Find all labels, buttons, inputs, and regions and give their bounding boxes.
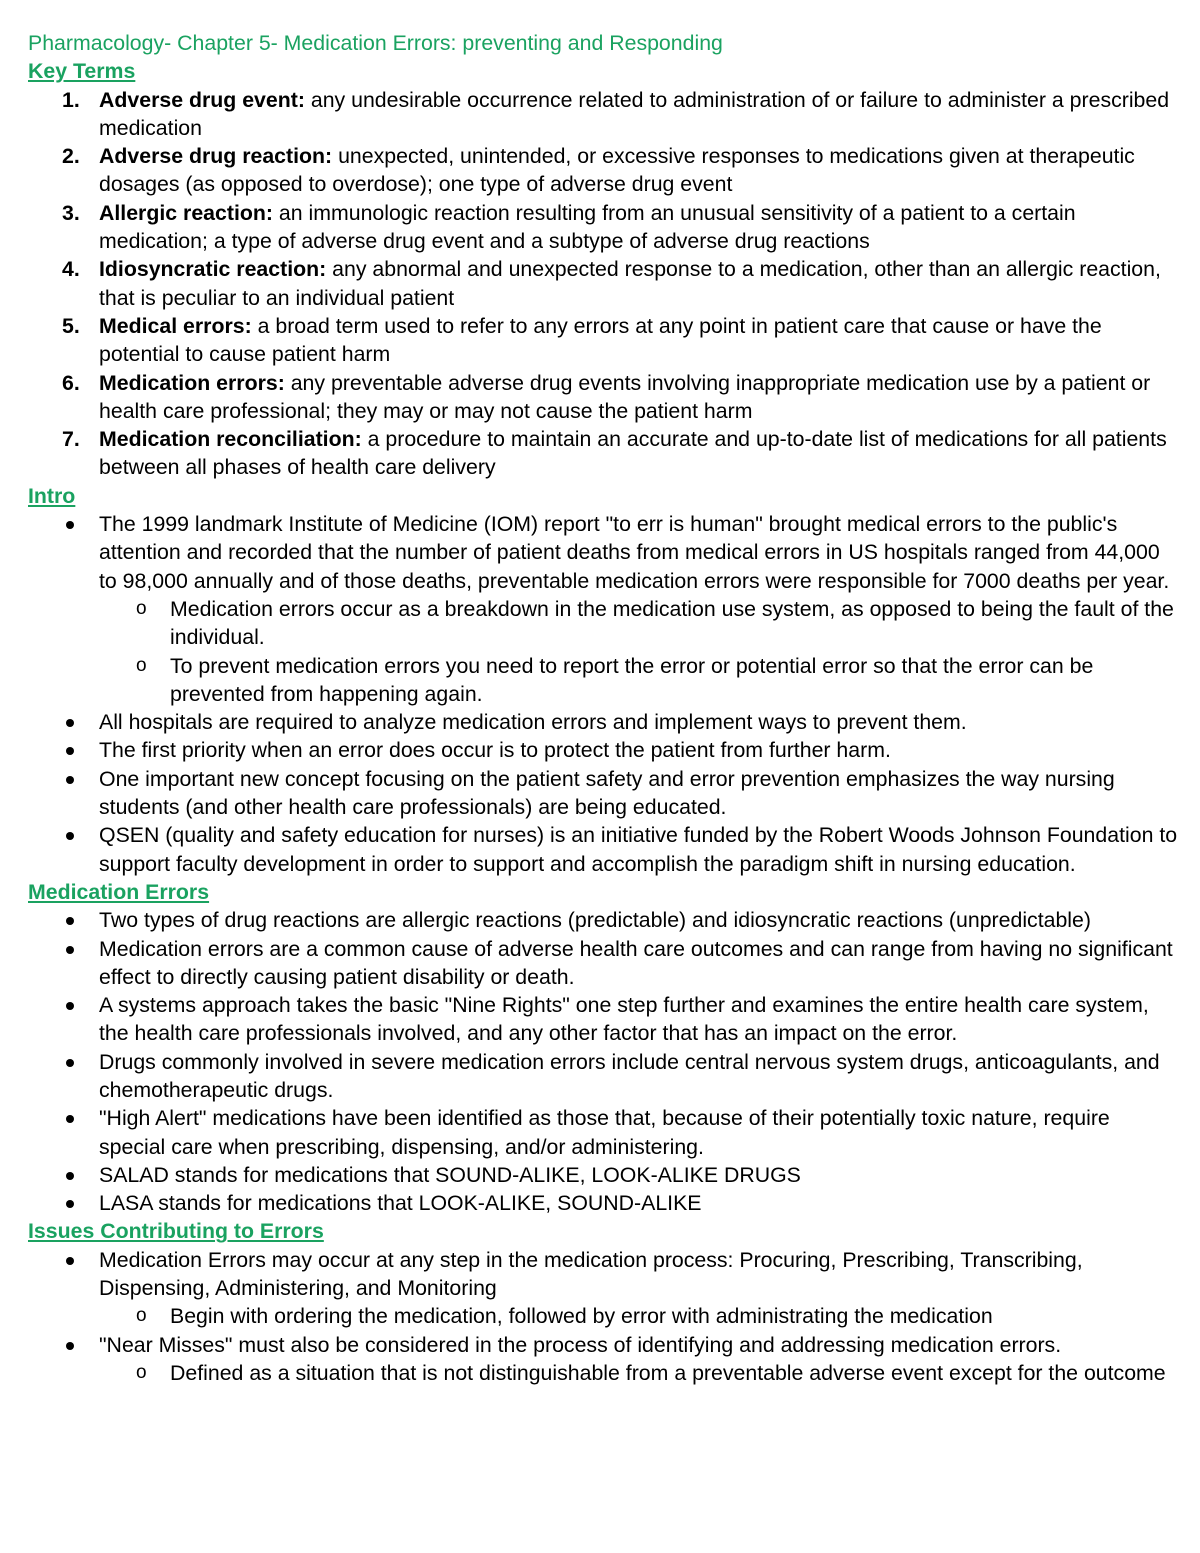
list-item-text: One important new concept focusing on the patient safety and error prevention emphasizes the way nursing students (and other health care professionals) are being educated. bbox=[99, 766, 1115, 820]
list-item bbox=[28, 1104, 1178, 1161]
circle-bullet-icon: o bbox=[136, 597, 147, 619]
term-name: Medication reconciliation: bbox=[99, 427, 362, 452]
list-item-text: LASA stands for medications that LOOK-ALIKE, SOUND-ALIKE bbox=[99, 1191, 702, 1216]
list-item bbox=[28, 935, 1178, 992]
list-item-text: The first priority when an error does occur is to protect the patient from further harm. bbox=[99, 738, 891, 763]
term-name: Medication errors: bbox=[99, 370, 285, 395]
bullet-icon bbox=[66, 917, 74, 925]
list-item bbox=[28, 1161, 1178, 1189]
issues-heading: Issues Contributing to Errors bbox=[28, 1219, 324, 1244]
sub-list-item-text: Medication errors occur as a breakdown in the medication use system, as opposed to being the fault of the individual. bbox=[170, 596, 1174, 650]
item-number: 7. bbox=[62, 427, 80, 452]
list-item bbox=[28, 425, 1178, 482]
list-item-text: A systems approach takes the basic "Nine Rights" one step further and examines the entire health care system, the health care professionals involved, and any other factor that has an impact on the error. bbox=[99, 993, 1149, 1046]
sub-list-item-text: Begin with ordering the medication, followed by error with administrating the medication bbox=[170, 1304, 993, 1329]
list-item bbox=[28, 1246, 1178, 1331]
list-item-text: Medication Errors may occur at any step in the medication process: Procuring, Prescribing, Transcribing, Dispensing, Administering, and Monitoring bbox=[99, 1247, 1083, 1301]
list-item-text: QSEN (quality and safety education for nurses) is an initiative funded by the Robert Woods Johnson Foundation to support faculty development in order to support and accomplish the paradigm shift in nursing education. bbox=[99, 823, 1178, 876]
medication-errors-heading: Medication Errors bbox=[28, 879, 210, 904]
sub-list-item bbox=[99, 1359, 1178, 1387]
sub-list bbox=[99, 1302, 1178, 1330]
bullet-icon bbox=[66, 719, 74, 727]
list-item bbox=[28, 255, 1178, 312]
item-number: 5. bbox=[62, 313, 80, 338]
list-item bbox=[28, 312, 1178, 369]
bullet-icon bbox=[66, 1115, 74, 1123]
list-item-text: SALAD stands for medications that SOUND-ALIKE, LOOK-ALIKE DRUGS bbox=[99, 1162, 801, 1187]
sub-list-item bbox=[99, 652, 1178, 709]
bullet-icon bbox=[66, 1059, 74, 1067]
list-item bbox=[28, 86, 1178, 143]
term-definition: a procedure to maintain an accurate and up-to-date list of medications for all patients between all phases of health care delivery bbox=[99, 427, 1167, 480]
sub-list-item-text: Defined as a situation that is not distinguishable from a preventable adverse event except for the outcome bbox=[170, 1360, 1166, 1385]
term-definition: any undesirable occurrence related to administration of or failure to administer a prescribed medication bbox=[99, 87, 1170, 140]
circle-bullet-icon: o bbox=[136, 1361, 147, 1383]
item-number: 2. bbox=[62, 144, 80, 169]
term-definition: an immunologic reaction resulting from an unusual sensitivity of a patient to a certain medication; a type of adverse drug event and a subtype of adverse drug reactions bbox=[99, 200, 1076, 254]
list-item bbox=[28, 1331, 1178, 1388]
list-item-text: All hospitals are required to analyze medication errors and implement ways to prevent them. bbox=[99, 710, 967, 735]
list-item bbox=[28, 708, 1178, 736]
item-number: 3. bbox=[62, 200, 80, 225]
term-definition: a broad term used to refer to any errors at any point in patient care that cause or have the potential to cause patient harm bbox=[99, 313, 1102, 367]
term-name: Adverse drug reaction: bbox=[99, 144, 333, 169]
list-item bbox=[28, 1189, 1178, 1217]
item-number: 6. bbox=[62, 370, 80, 395]
bullet-icon bbox=[66, 776, 74, 784]
term-definition: unexpected, unintended, or excessive responses to medications given at therapeutic dosages (as opposed to overdose); one type of adverse drug event bbox=[99, 144, 1135, 197]
list-item bbox=[28, 821, 1178, 878]
sub-list-item bbox=[99, 1302, 1178, 1330]
list-item bbox=[28, 906, 1178, 934]
key-terms-heading: Key Terms bbox=[28, 59, 136, 84]
list-item-text: "High Alert" medications have been identified as those that, because of their potentially toxic nature, require special care when prescribing, dispensing, and/or administering. bbox=[99, 1106, 1110, 1159]
item-number: 1. bbox=[62, 87, 80, 112]
list-item bbox=[28, 142, 1178, 199]
term-name: Adverse drug event: bbox=[99, 87, 305, 112]
list-item-text: Two types of drug reactions are allergic reactions (predictable) and idiosyncratic reactions (unpredictable) bbox=[99, 908, 1091, 933]
list-item bbox=[28, 369, 1178, 426]
term-definition: any abnormal and unexpected response to a medication, other than an allergic reaction, that is peculiar to an individual patient bbox=[99, 257, 1161, 310]
list-item bbox=[28, 765, 1178, 822]
list-item bbox=[28, 510, 1178, 708]
list-item bbox=[28, 199, 1178, 256]
bullet-icon bbox=[66, 832, 74, 840]
bullet-icon bbox=[66, 1172, 74, 1180]
term-name: Medical errors: bbox=[99, 313, 252, 338]
circle-bullet-icon: o bbox=[136, 654, 147, 676]
item-number: 4. bbox=[62, 257, 80, 282]
term-name: Idiosyncratic reaction: bbox=[99, 257, 327, 282]
bullet-icon bbox=[66, 946, 74, 954]
term-name: Allergic reaction: bbox=[99, 200, 273, 225]
key-terms-list bbox=[28, 86, 1178, 482]
list-item-text: "Near Misses" must also be considered in the process of identifying and addressing medication errors. bbox=[99, 1332, 1062, 1357]
list-item-text: Medication errors are a common cause of adverse health care outcomes and can range from having no significant effect to directly causing patient disability or death. bbox=[99, 936, 1173, 989]
bullet-icon bbox=[66, 1002, 74, 1010]
list-item bbox=[28, 1048, 1178, 1105]
term-definition: any preventable adverse drug events involving inappropriate medication use by a patient or health care professional; they may or may not cause the patient harm bbox=[99, 370, 1151, 423]
list-item-text: The 1999 landmark Institute of Medicine (IOM) report "to err is human" brought medical errors to the public's attention and recorded that the number of patient deaths from medical errors in US hospitals ranged from 44,000 to 98,000 annually and of those deaths, preventable medication errors were responsible for 7000 deaths per year. bbox=[99, 512, 1170, 593]
list-item bbox=[28, 736, 1178, 764]
medication-errors-list bbox=[28, 906, 1178, 1217]
intro-list bbox=[28, 510, 1178, 878]
document-page bbox=[28, 29, 1178, 1387]
bullet-icon bbox=[66, 521, 74, 529]
intro-heading: Intro bbox=[28, 483, 76, 508]
sub-list bbox=[99, 1359, 1178, 1387]
sub-list-item bbox=[99, 595, 1178, 652]
document-title: Pharmacology- Chapter 5- Medication Errors: preventing and Responding bbox=[28, 31, 723, 55]
bullet-icon bbox=[66, 747, 74, 755]
bullet-icon bbox=[66, 1200, 74, 1208]
sub-list bbox=[99, 595, 1178, 708]
sub-list-item-text: To prevent medication errors you need to report the error or potential error so that the error can be prevented from happening again. bbox=[170, 653, 1094, 706]
issues-list bbox=[28, 1246, 1178, 1387]
circle-bullet-icon: o bbox=[136, 1305, 147, 1327]
list-item bbox=[28, 991, 1178, 1048]
list-item-text: Drugs commonly involved in severe medication errors include central nervous system drugs, anticoagulants, and chemotherapeutic drugs. bbox=[99, 1049, 1160, 1102]
bullet-icon bbox=[66, 1257, 74, 1265]
bullet-icon bbox=[66, 1342, 74, 1350]
